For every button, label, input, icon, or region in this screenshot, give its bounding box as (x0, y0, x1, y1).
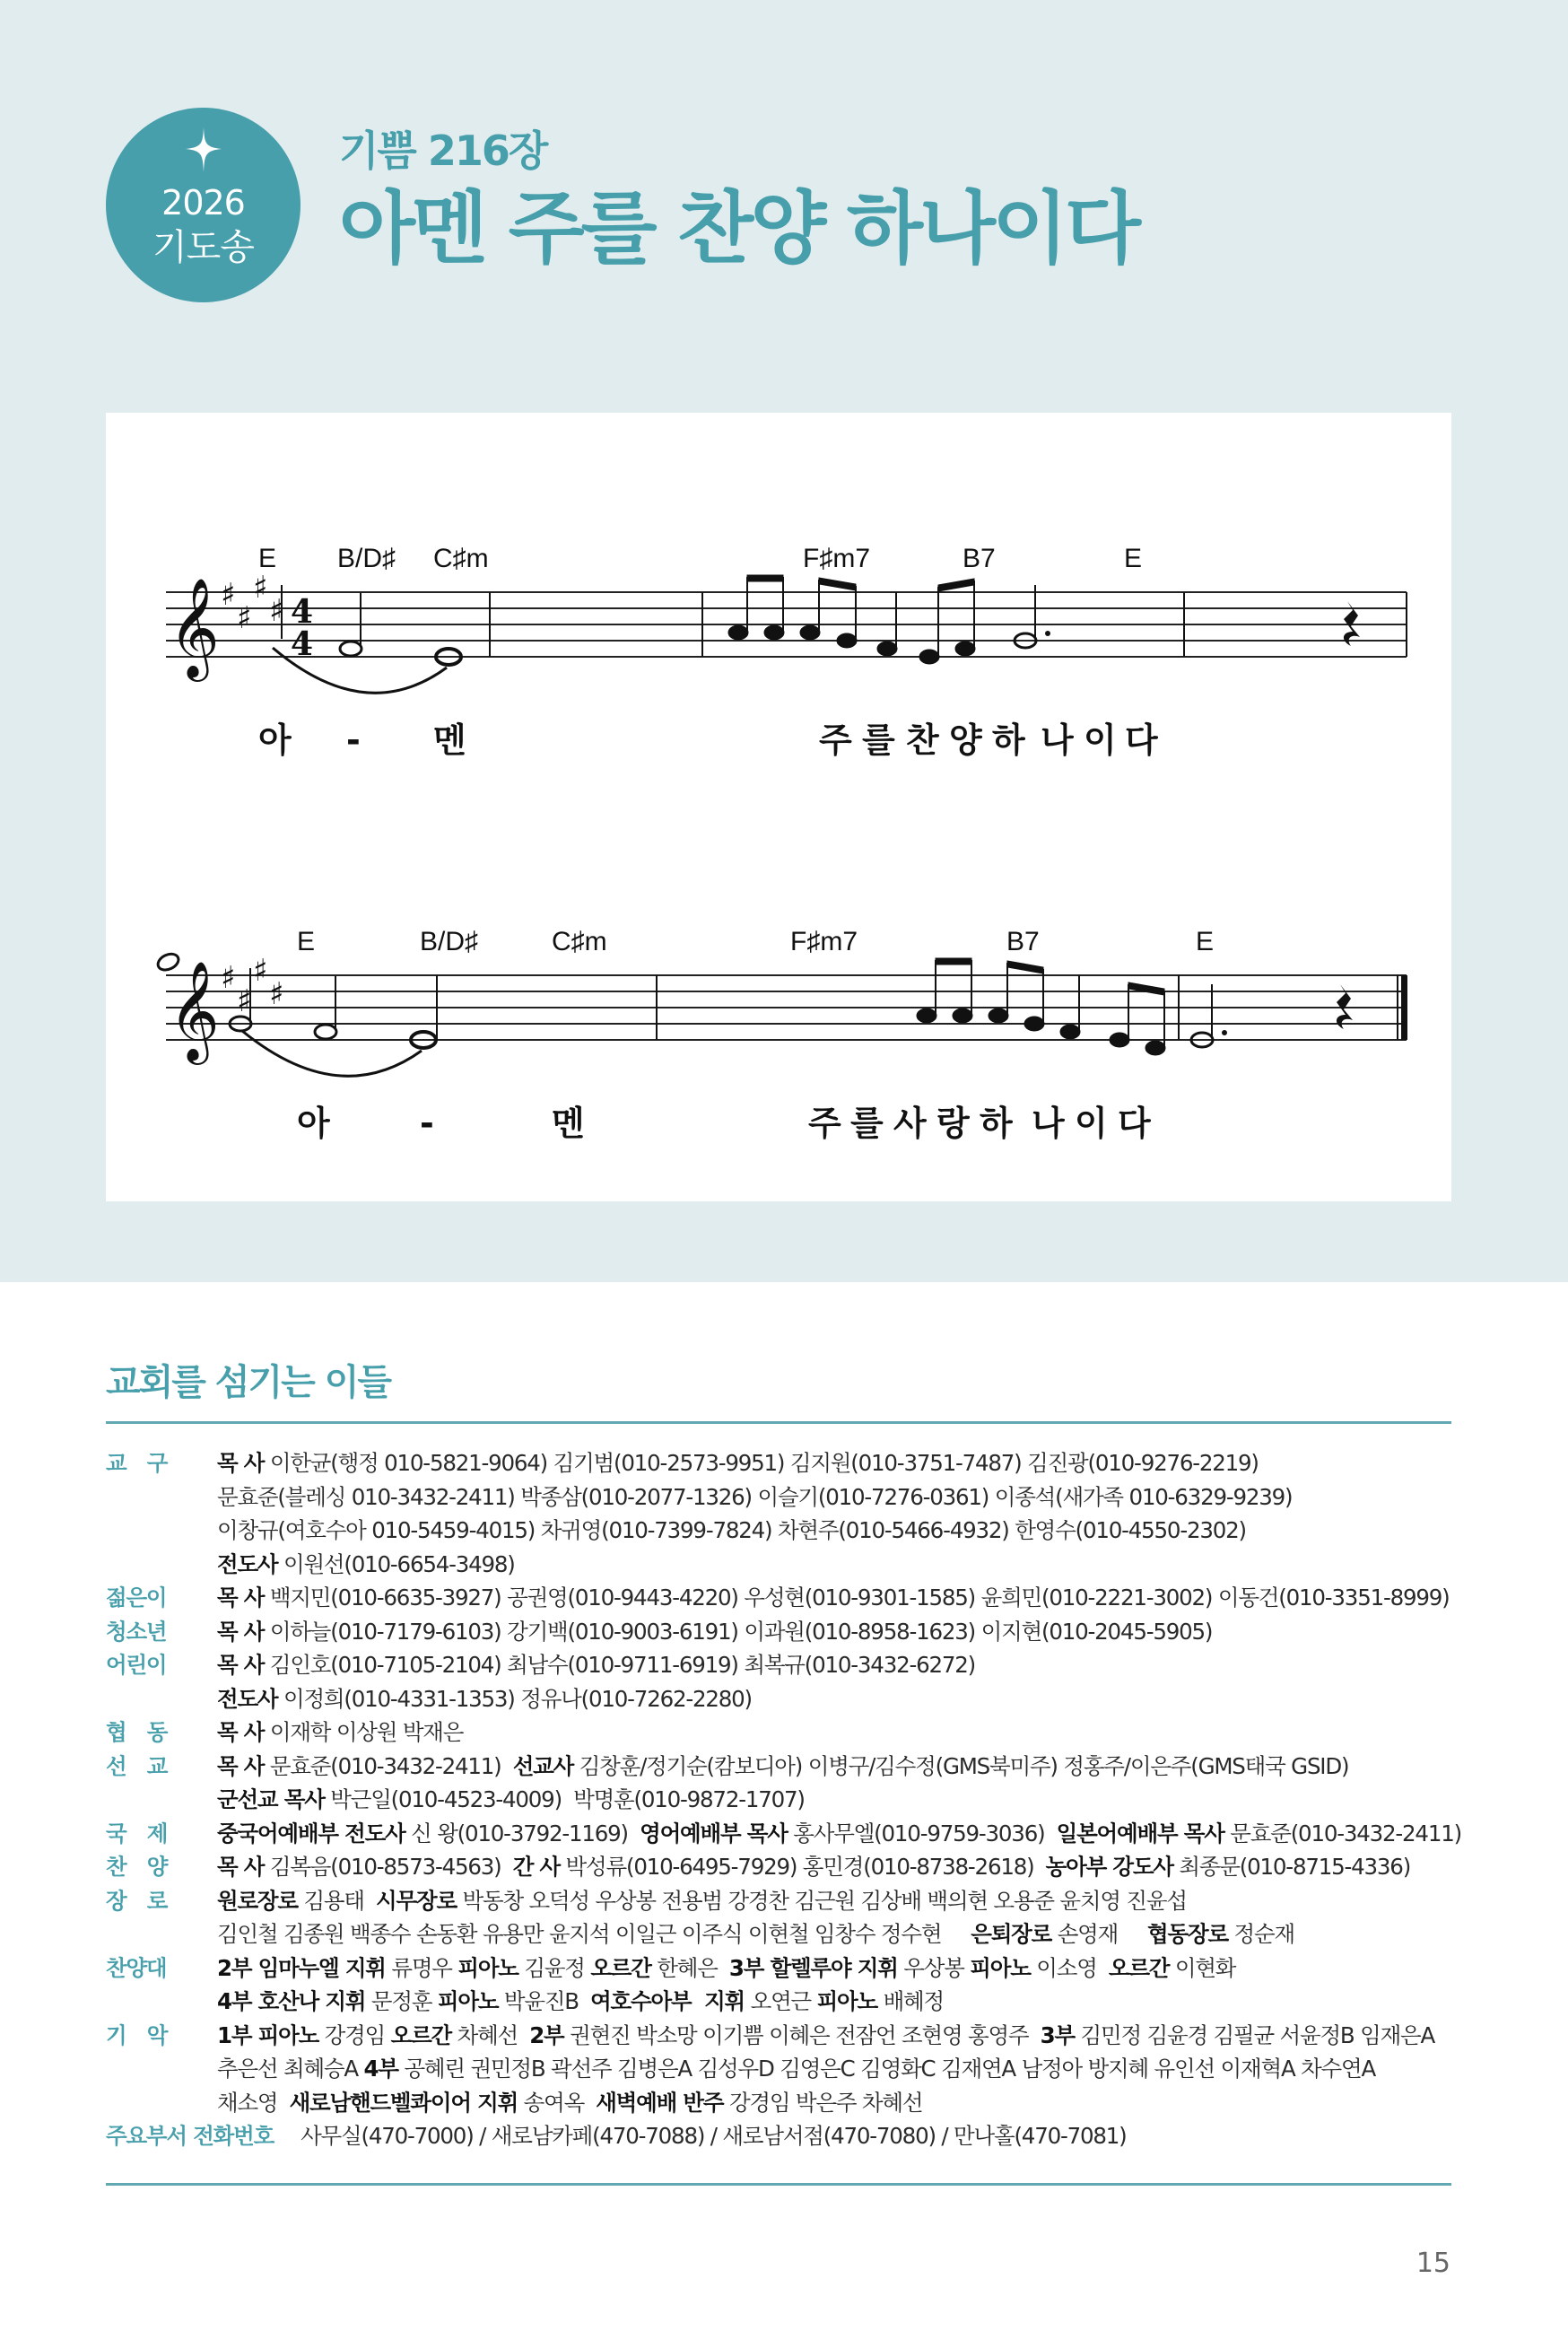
svg-text:하: 하 (980, 1104, 1013, 1143)
svg-text:멘: 멘 (552, 1104, 585, 1143)
roster-row (106, 1716, 1469, 1750)
names-text: 김용태 (297, 1887, 377, 1914)
names-text: 차혜선 (451, 2021, 530, 2048)
role-title: 영어예배부 목사 (640, 1820, 788, 1846)
names-text: 김인철 김종원 백종수 손동환 유용만 윤지석 이일근 이주식 이현철 임창수 정수현 (217, 1921, 971, 1947)
key-signature (221, 570, 283, 636)
roster-row (106, 2019, 1469, 2120)
roster-line (217, 1783, 1469, 1817)
names-text: 강경임 박은주 차혜선 (723, 2089, 923, 2116)
roster-row-label: 장 로 (106, 1887, 168, 1914)
roster-row-label: 교 구 (106, 1450, 168, 1476)
svg-text:♯: ♯ (221, 577, 236, 613)
svg-text:♯: ♯ (221, 960, 236, 996)
role-title: 여호수아부 지휘 (590, 1988, 745, 2014)
svg-text:를: 를 (862, 720, 895, 760)
department-phones-label: 주요부서 전화번호 (106, 2123, 274, 2149)
names-text: 강경임 (318, 2021, 391, 2048)
roster-line (217, 1682, 1469, 1716)
roster-line (217, 1648, 1469, 1682)
names-text: 이한균(행정 010-5821-9064) 김기범(010-2573-9951) 김지원(010-3751-7487) 김진광(010-9276-2219) (264, 1450, 1259, 1476)
names-text: 류명우 (385, 1954, 458, 1981)
svg-text:E: E (1196, 927, 1215, 956)
roster-row (106, 1884, 1469, 1951)
role-title: 1부 피아노 (217, 2021, 319, 2048)
svg-text:하: 하 (992, 720, 1025, 760)
svg-text:를: 를 (850, 1104, 884, 1143)
names-text: 김민정 김윤경 김필균 서윤정B 임재은A (1074, 2021, 1435, 2048)
names-text: 최종문(010-8715-4336) (1172, 1854, 1411, 1880)
staff-1 (155, 544, 1407, 973)
svg-text:주: 주 (808, 1104, 841, 1143)
names-text: 추은선 최혜승A (217, 2056, 364, 2082)
sheet-music-card (106, 413, 1451, 1201)
roster-row-label: 청소년 (106, 1618, 167, 1645)
roster-line (217, 2019, 1469, 2053)
roster-row-label: 찬 양 (106, 1854, 168, 1880)
names-text: 이하늘(010-7179-6103) 강기백(010-9003-6191) 이과원(010-8958-1623) 이지현(010-2045-5905) (264, 1618, 1213, 1645)
svg-text:B/D♯: B/D♯ (420, 927, 479, 956)
roster-row-label: 어린이 (106, 1652, 167, 1678)
role-title: 3부 (1040, 2021, 1075, 2048)
footer-divider (106, 2183, 1451, 2186)
role-title: 일본어예배부 목사 (1056, 1820, 1224, 1846)
role-title: 시무장로 (376, 1887, 457, 1914)
names-text: 이현화 (1169, 1954, 1236, 1981)
role-title: 목 사 (217, 1450, 265, 1476)
role-title: 새벽예배 반주 (596, 2089, 724, 2116)
names-text: 박근일(010-4523-4009) 박명훈(010-9872-1707) (324, 1786, 805, 1812)
names-text: 김창훈/정기순(캄보디아) 이병구/김수정(GMS북미주) 정홍주/이은주(GMS태국 GSID) (573, 1752, 1349, 1779)
svg-text:C♯m: C♯m (552, 927, 607, 956)
names-text: 이재학 이상원 박재은 (264, 1719, 464, 1745)
hymn-number: 기쁨 216장 (339, 127, 547, 175)
roster-row-label: 선 교 (106, 1752, 168, 1779)
role-title: 전도사 (217, 1685, 278, 1712)
svg-text:다: 다 (1125, 720, 1158, 760)
names-text: 권현진 박소망 이기쁨 이혜은 전잠언 조현영 홍영주 (563, 2021, 1041, 2048)
roster-row-label: 협 동 (106, 1719, 168, 1745)
svg-text:4: 4 (291, 593, 314, 631)
roster-line (217, 1615, 1469, 1649)
svg-text:♯: ♯ (237, 983, 252, 1019)
role-title: 은퇴장로 (971, 1921, 1052, 1947)
roster-row (106, 1581, 1469, 1615)
names-text: 백지민(010-6635-3927) 공권영(010-9443-4220) 우성현(010-9301-1585) 윤희민(010-2221-3002) 이동건(010-3351-8999) (264, 1585, 1450, 1611)
roster-line (217, 1514, 1469, 1548)
role-title: 협동장로 (1147, 1921, 1228, 1947)
role-title: 간 사 (512, 1854, 560, 1880)
names-text: 문효준(010-3432-2411) (1224, 1820, 1461, 1846)
names-text: 신 왕(010-3792-1169) (405, 1820, 640, 1846)
section-title: 교회를 섬기는 이들 (106, 1362, 390, 1403)
svg-text:4: 4 (291, 625, 314, 663)
role-title: 목 사 (217, 1652, 265, 1678)
role-title: 피아노 (816, 1988, 877, 2014)
svg-text:♯: ♯ (269, 976, 284, 1012)
svg-text:C♯m: C♯m (433, 544, 489, 573)
role-title: 선교사 (512, 1752, 574, 1779)
roster-row-label: 젊은이 (106, 1585, 167, 1611)
role-title: 오르간 (390, 2021, 452, 2048)
roster-row (106, 1951, 1469, 2019)
roster-line (217, 1850, 1469, 1884)
svg-text:랑: 랑 (936, 1104, 970, 1143)
names-text: 김윤정 (518, 1954, 591, 1981)
section-divider (106, 1421, 1451, 1424)
badge-label: 기도송 (152, 227, 254, 268)
staff-2 (166, 927, 1407, 1143)
names-text: 채소영 (217, 2089, 290, 2116)
names-text: 박윤진B (498, 1988, 591, 2014)
roster-line (217, 1985, 1469, 2019)
names-text: 한혜은 (650, 1954, 729, 1981)
svg-text:이: 이 (1075, 1104, 1108, 1143)
role-title: 목 사 (217, 1585, 265, 1611)
treble-clef-icon: 𝄞 (169, 577, 220, 677)
sheet-music (106, 413, 1451, 1201)
names-text: 정순재 (1227, 1921, 1294, 1947)
time-signature (291, 593, 313, 663)
role-title: 목 사 (217, 1752, 265, 1779)
role-title: 2부 (529, 2021, 564, 2048)
role-title: 피아노 (457, 1954, 518, 1981)
role-title: 목 사 (217, 1618, 265, 1645)
prayer-song-badge (106, 108, 301, 302)
svg-text:-: - (346, 720, 361, 760)
roster-line (217, 2052, 1469, 2086)
role-title: 군선교 목사 (217, 1786, 325, 1812)
names-text: 공혜린 권민정B 곽선주 김병은A 김성우D 김영은C 김영화C 김재연A 남정아 방지혜 유인선 이재혁A 차수연A (397, 2056, 1376, 2082)
roster-line (217, 1446, 1469, 1480)
department-phones (106, 2119, 1469, 2153)
page-title: 아멘 주를 찬양 하나이다 (339, 182, 1137, 275)
role-title: 전도사 (217, 1550, 278, 1577)
roster-row-label: 찬양대 (106, 1954, 167, 1981)
roster-row (106, 1615, 1469, 1649)
role-title: 4부 호산나 지휘 (217, 1988, 366, 2014)
svg-text:E: E (258, 544, 277, 573)
role-title: 오르간 (1108, 1954, 1170, 1981)
role-title: 3부 할렐루야 지휘 (728, 1954, 898, 1981)
names-text: 우상봉 (897, 1954, 971, 1981)
roster-line (217, 1716, 1469, 1750)
svg-text:찬: 찬 (906, 720, 939, 760)
lyrics-line-2 (297, 1104, 1152, 1143)
names-text: 배혜정 (877, 1988, 944, 2014)
roster-line (217, 1817, 1469, 1851)
svg-text:B7: B7 (1006, 927, 1040, 956)
svg-text:다: 다 (1118, 1104, 1151, 1143)
svg-text:B7: B7 (963, 544, 996, 573)
lyrics-line-1 (258, 720, 1159, 760)
svg-text:-: - (420, 1104, 434, 1143)
staff-roster (106, 1446, 1469, 2153)
svg-text:♯: ♯ (253, 953, 268, 989)
svg-text:양: 양 (949, 720, 982, 760)
roster-line (217, 1750, 1469, 1784)
role-title: 2부 임마누엘 지휘 (217, 1954, 386, 1981)
roster-row (106, 1817, 1469, 1851)
names-text: 홍사무엘(010-9759-3036) (787, 1820, 1057, 1846)
roster-line (217, 1548, 1469, 1582)
role-title: 피아노 (970, 1954, 1031, 1981)
department-phones-text: 사무실(470-7000) / 새로남카페(470-7088) / 새로남서점(470-7080) / 만나홀(470-7081) (301, 2123, 1127, 2149)
svg-text:♯: ♯ (253, 570, 268, 606)
names-text: 김복음(010-8573-4563) (264, 1854, 513, 1880)
sparkle-icon (186, 127, 222, 172)
role-title: 새로남핸드벨콰이어 지휘 (289, 2089, 518, 2116)
role-title: 농아부 강도사 (1045, 1854, 1173, 1880)
roster-row (106, 1648, 1469, 1716)
names-text: 박성류(010-6495-7929) 홍민경(010-8738-2618) (559, 1854, 1046, 1880)
badge-year: 2026 (161, 183, 245, 223)
svg-text:사: 사 (893, 1104, 927, 1143)
names-text: 이소영 (1030, 1954, 1109, 1981)
roster-row (106, 1446, 1469, 1581)
roster-row-label: 국 제 (106, 1820, 168, 1846)
svg-text:♯: ♯ (237, 600, 252, 636)
names-text: 김인호(010-7105-2104) 최남수(010-9711-6919) 최복규(010-3432-6272) (264, 1652, 976, 1678)
svg-text:E: E (1124, 544, 1143, 573)
svg-text:B/D♯: B/D♯ (337, 544, 396, 573)
names-text: 이창규(여호수아 010-5459-4015) 차귀영(010-7399-7824) 차현주(010-5466-4932) 한영수(010-4550-2302) (217, 1517, 1246, 1543)
roster-line (217, 1917, 1469, 1951)
roster-line (217, 1581, 1469, 1615)
role-title: 중국어예배부 전도사 (217, 1820, 405, 1846)
role-title: 목 사 (217, 1854, 265, 1880)
role-title: 피아노 (437, 1988, 499, 2014)
role-title: 목 사 (217, 1719, 265, 1745)
names-text: 문효준(010-3432-2411) (264, 1752, 513, 1779)
roster-line (217, 2086, 1469, 2120)
svg-text:나: 나 (1032, 1104, 1065, 1143)
svg-text:F♯m7: F♯m7 (803, 544, 870, 573)
svg-text:♯: ♯ (269, 593, 284, 629)
svg-text:아: 아 (297, 1104, 330, 1143)
svg-text:아: 아 (258, 720, 292, 760)
treble-clef-icon: 𝄞 (169, 960, 220, 1061)
names-text: 송여옥 (518, 2089, 597, 2116)
svg-text:F♯m7: F♯m7 (790, 927, 858, 956)
svg-text:주: 주 (819, 720, 852, 760)
names-text: 문효준(블레싱 010-3432-2411) 박종삼(010-2077-1326) 이슬기(010-7276-0361) 이종석(새가족 010-6329-9239) (217, 1483, 1293, 1510)
svg-text:E: E (297, 927, 316, 956)
roster-line (217, 1480, 1469, 1515)
page-number: 15 (1416, 2248, 1450, 2279)
key-signature (221, 953, 283, 1019)
role-title: 원로장로 (217, 1887, 298, 1914)
names-text: 손영재 (1051, 1921, 1148, 1947)
names-text: 박동창 오덕성 우상봉 전용범 강경찬 김근원 김상배 백의현 오용준 윤치영 진윤섭 (456, 1887, 1187, 1914)
role-title: 4부 (363, 2056, 398, 2082)
svg-text:나: 나 (1041, 720, 1074, 760)
names-text: 이정희(010-4331-1353) 정유나(010-7262-2280) (277, 1685, 752, 1712)
names-text: 이원선(010-6654-3498) (277, 1550, 515, 1577)
svg-text:멘: 멘 (433, 720, 466, 760)
role-title: 오르간 (590, 1954, 651, 1981)
names-text: 오연근 (745, 1988, 817, 2014)
names-text: 문정훈 (365, 1988, 438, 2014)
roster-line (217, 1884, 1469, 1918)
roster-row-label: 기 악 (106, 2021, 168, 2048)
roster-line (217, 1951, 1469, 1986)
roster-row (106, 1850, 1469, 1884)
svg-text:이: 이 (1084, 720, 1117, 760)
roster-row (106, 1750, 1469, 1817)
